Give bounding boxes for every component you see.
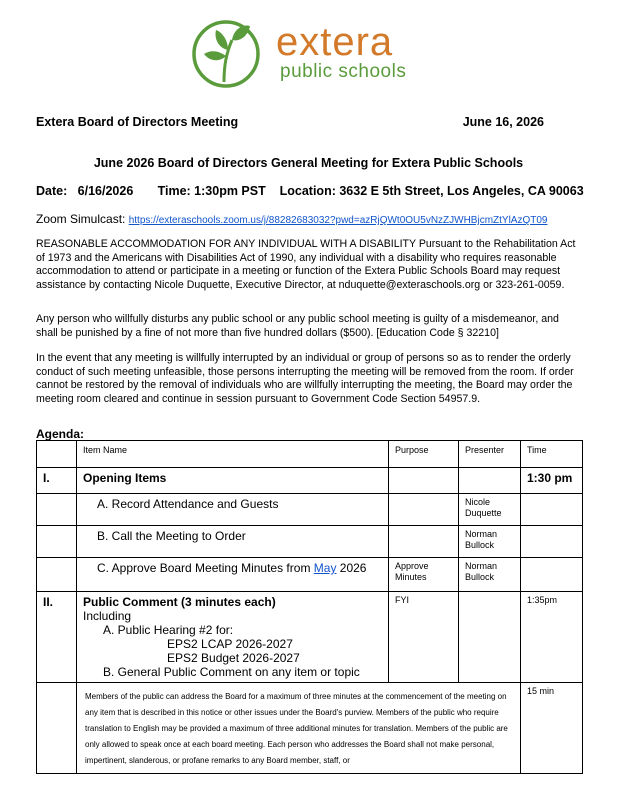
section-number: I. (37, 468, 77, 494)
item-label: B. Call the Meeting to Order (77, 526, 389, 558)
item-presenter: Norman Bullock (459, 558, 521, 592)
logo (188, 16, 428, 88)
zoom-label: Zoom Simulcast: (36, 212, 126, 226)
brand-name: extera (276, 20, 394, 64)
zoom-simulcast (36, 212, 547, 226)
item-purpose (389, 494, 459, 526)
page-title: June 2026 Board of Directors General Meeting for Extera Public Schools (93, 156, 524, 170)
public-comment-rules: Members of the public can address the Board for a maximum of three minutes at the commencement of the meeting on any item that is described in this notice or other issues under the Board's purview. Members of the public who require translation to English may be provided a maximum of three additional minutes for translation. Members of the public are only allowed to speak once at each board meeting. Each person who addresses the Board shall not make personal, impertinent, slanderous, or profane remarks to any Board member, staff, or (77, 683, 521, 774)
table-row (37, 468, 583, 494)
accommodation-paragraph: REASONABLE ACCOMMODATION FOR ANY INDIVIDUAL WITH A DISABILITY Pursuant to the Rehabilitation Act of 1973 and the Americans with Disabilities Act of 1990, any individual with a disability who requires reasonable accommodation to attend or participate in a meeting or function of the Extera Public Schools Board may request assistance by contacting Nicole Duquette, Executive Director, at nduquette@exteraschools.org or 323-261-0059. (36, 238, 576, 291)
duration: 15 min (521, 683, 583, 774)
date-time-location: Date: 6/16/2026 Time: 1:30pm PST Location: 3632 E 5th Street, Los Angeles, CA 90063 (36, 184, 584, 198)
table-row (37, 526, 583, 558)
zoom-link[interactable]: https://exteraschools.zoom.us/j/88282683032?pwd=azRjQWt0OU5vNzZJWHBjcmZtYlAzQT09 (128, 215, 548, 226)
header-row (36, 115, 544, 129)
col-presenter: Presenter (459, 441, 521, 468)
item-purpose: Approve Minutes (389, 558, 459, 592)
item-label: C. Approve Board Meeting Minutes from May 2026 (77, 558, 389, 592)
table-row (37, 592, 583, 683)
table-row (37, 558, 583, 592)
brand-subtitle: public schools (280, 61, 407, 82)
disturbance-paragraph: Any person who willfully disturbs any public school or any public school meeting is guilty of a misdemeanor, and shall be punished by a fine of not more than five hundred dollars ($500). [Education Code § 32210] (36, 313, 559, 339)
meeting-date: June 16, 2026 (462, 115, 544, 129)
section-name: Public Comment (3 minutes each) Including A. Public Hearing #2 for: EPS2 LCAP 2026-2027 EPS2 Budget 2026-2027 B. General Public Comment on any item or topic (77, 592, 389, 683)
item-purpose: FYI (389, 592, 459, 683)
item-presenter: Norman Bullock (459, 526, 521, 558)
section-number: II. (37, 592, 77, 683)
item-presenter: Nicole Duquette (459, 494, 521, 526)
leaf-logo-icon (188, 16, 268, 88)
col-purpose: Purpose (389, 441, 459, 468)
section-time: 1:35pm (521, 592, 583, 683)
table-row (37, 683, 583, 774)
table-header-row (37, 441, 583, 468)
item-label: A. Record Attendance and Guests (77, 494, 389, 526)
table-row (37, 494, 583, 526)
org-meeting-title: Extera Board of Directors Meeting (36, 115, 239, 129)
interruption-paragraph: In the event that any meeting is willfully interrupted by an individual or group of persons so as to render the orderly conduct of such meeting unfeasible, those persons interrupting the meeting will be removed from the room. If order cannot be restored by the removal of individuals who are willfully interrupting the meeting, the Board may order the meeting room cleared and continue in session pursuant to Government Code Section 54957.9. (36, 352, 574, 405)
col-item-name: Item Name (77, 441, 389, 468)
agenda-label: Agenda: (36, 427, 84, 441)
may-minutes-link[interactable]: May (313, 561, 337, 575)
agenda-table (36, 440, 583, 774)
item-purpose (389, 526, 459, 558)
section-name: Opening Items (77, 468, 389, 494)
section-time: 1:30 pm (521, 468, 583, 494)
col-time: Time (521, 441, 583, 468)
